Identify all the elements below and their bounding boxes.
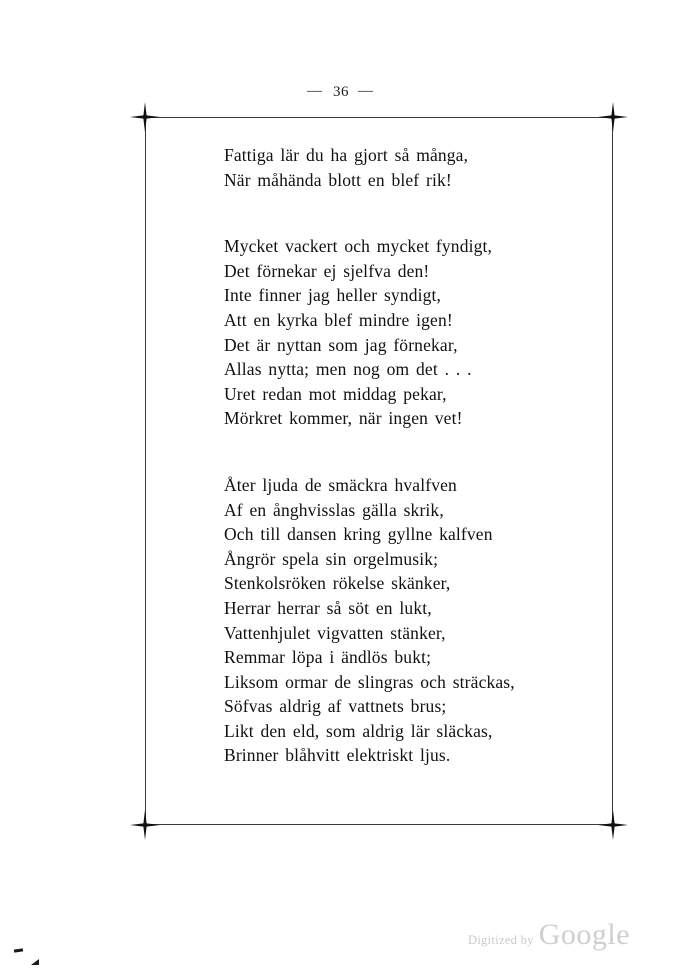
poem-line: Inte finner jag heller syndigt,: [224, 285, 442, 306]
poem-line: När måhända blott en blef rik!: [224, 169, 452, 190]
poem-line: Fattiga lär du ha gjort så många,: [224, 145, 469, 165]
poem-line: Likt den eld, som aldrig lär släckas,: [224, 720, 493, 741]
scan-artifact: [14, 948, 23, 952]
google-wordmark: Google: [538, 918, 631, 951]
poem-line: Liksom ormar de slingras och sträckas,: [224, 671, 515, 692]
poem-line: Att en kyrka blef mindre igen!: [224, 309, 453, 330]
poem-stanza: [224, 473, 604, 768]
poem-line: Och till dansen kring gyllne kalfven: [224, 524, 493, 545]
page-number-dash-right: —: [358, 83, 375, 99]
border-rule-right: [612, 117, 613, 825]
poem-line: Uret redan mot middag pekar,: [224, 383, 447, 404]
poem-line: Brinner blåhvitt elektriskt ljus.: [224, 745, 451, 766]
poem-line: Åter ljuda de smäckra hvalfven: [224, 474, 457, 495]
poem-line: Stenkolsröken rökelse skänker,: [224, 573, 451, 594]
corner-star-ornament-bottom-right: [598, 810, 628, 840]
border-rule-top: [145, 117, 613, 118]
poem-line: Af en ånghvisslas gälla skrik,: [224, 499, 444, 520]
poem-line: Vattenhjulet vigvatten stänker,: [224, 622, 446, 643]
poem-line: Ångrör spela sin orgelmusik;: [224, 548, 439, 569]
page-number-dash-left: —: [307, 83, 324, 99]
page-number-value: 36: [333, 84, 349, 100]
scan-artifact: [31, 959, 39, 965]
page-number-header: [0, 84, 682, 101]
poem-line: Det förnekar ej sjelfva den!: [224, 260, 430, 281]
digitized-by-google-watermark: [468, 918, 668, 962]
poem-line: Det är nyttan som jag förnekar,: [224, 334, 458, 355]
border-rule-bottom: [145, 824, 613, 825]
poem-line: Mycket vackert och mycket fyndigt,: [224, 236, 493, 257]
poem-body: [224, 143, 604, 768]
border-rule-left: [145, 117, 146, 825]
poem-stanza: [224, 234, 604, 431]
watermark-prefix-text: Digitized by: [468, 933, 534, 947]
poem-line: Allas nytta; men nog om det . . .: [224, 359, 472, 380]
poem-stanza: [224, 143, 604, 192]
poem-line: Remmar löpa i ändlös bukt;: [224, 647, 432, 668]
poem-line: Mörkret kommer, när ingen vet!: [224, 408, 463, 429]
poem-line: Herrar herrar så söt en lukt,: [224, 597, 432, 618]
poem-line: Söfvas aldrig af vattnets brus;: [224, 696, 447, 717]
